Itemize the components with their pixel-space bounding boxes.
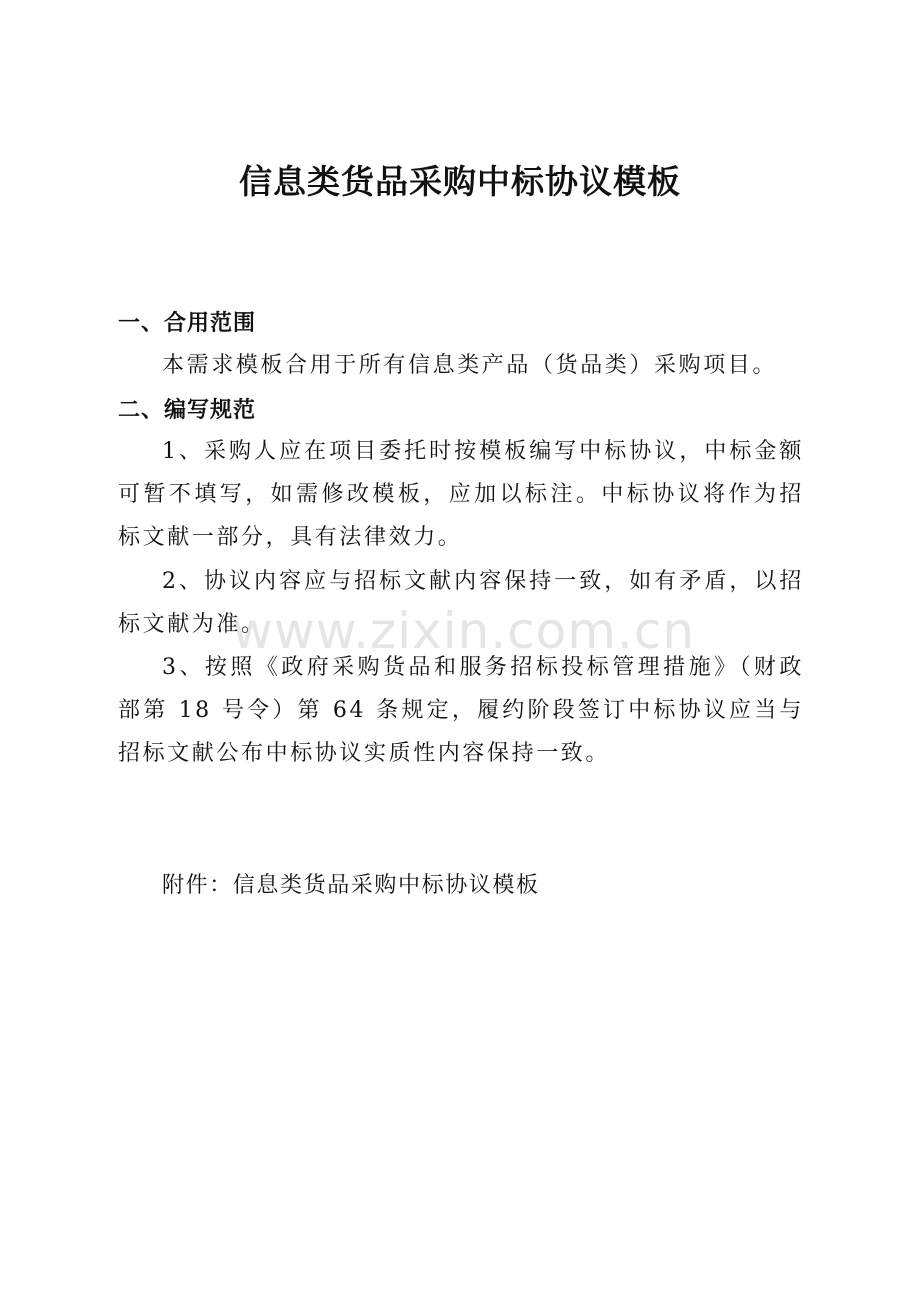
section-heading-rules: 二、编写规范 <box>118 398 257 423</box>
rule-paragraph-2: 2、协议内容应与招标文献内容保持一致，如有矛盾，以招标文献为准。 <box>118 569 804 637</box>
scope-paragraph: 本需求模板合用于所有信息类产品（货品类）采购项目。 <box>162 353 778 378</box>
rule-paragraph-1: 1、采购人应在项目委托时按模板编写中标协议，中标金额可暂不填写，如需修改模板，应加以标注。中标协议将作为招标文献一部分，具有法律效力。 <box>118 439 804 550</box>
document-title: 信息类货品采购中标协议模板 <box>239 162 681 201</box>
section-heading-scope: 一、合用范围 <box>118 311 257 336</box>
rule-paragraph-3: 3、按照《政府采购货品和服务招标投标管理措施》（财政部第 18 号令）第 64 条规定，履约阶段签订中标协议应当与招标文献公布中标协议实质性内容保持一致。 <box>118 655 804 766</box>
watermark: www.zixin.com.cn <box>232 602 696 660</box>
attachment-line: 附件：信息类货品采购中标协议模板 <box>162 873 540 898</box>
